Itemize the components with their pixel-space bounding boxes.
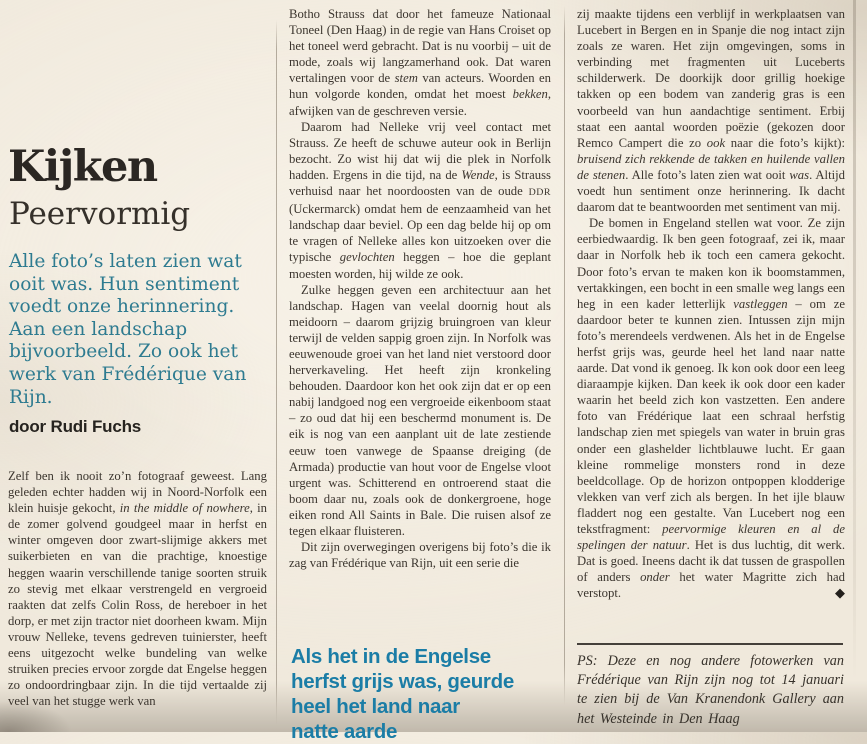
italic-text: bruisend zich rekkende de takken en huilende vallen de stenen xyxy=(577,151,845,182)
article-paragraph xyxy=(8,468,267,709)
italic-text: bekken xyxy=(512,87,548,102)
page-edge-shadow xyxy=(853,0,856,680)
body-text: Zulke heggen geven een architectuur aan het landschap. Hagen van veelal doornig hout als meidoorn – daarom grijzig bruingroen van kleur terwijl de velden sappig groen zijn. In Norfolk was eeuwenoude groei van het land niet verstoord door herverkaveling. Het heeft zijn kronkeling behouden. Daardoor kon het ook zijn dat er op een nabij landgoed nog een vergroeide eikenboom staat – zo oud dat hij een beschermd monument is. De eik is nog van een aanplant uit de late zestiende eeuw toen vanwege de Spaanse dreiging (de Armada) productie van hout voor de Engelse vloot urgent was. Schitterend en ontroerend staat die boom daar nu, zoals ook de donkergroene, hoge eiken rond All Saints in Bale. Die ruisen alsof ze tegen elkaar fluisteren. xyxy=(289,282,551,538)
pull-quote-line: heel het land naar xyxy=(291,695,460,718)
end-of-article-mark: ◆ xyxy=(835,585,845,601)
body-column-2 xyxy=(289,6,551,571)
article-paragraph xyxy=(289,6,551,119)
italic-text: vastleggen xyxy=(733,296,788,311)
article-paragraph xyxy=(289,119,551,282)
body-text: . Het is dus luchtig, dit werk. Dat is goed. Ineens dacht ik dat tussen de graspollen of anders xyxy=(577,538,845,585)
body-text: Botho Strauss dat door het fameuze Nationaal Toneel (Den Haag) in de regie van Hans Croiset op het toneel werd gebracht. Dat is nu voorbij – uit de mode, zoals wij langzamerhand ook. Dat waren vertalingen voor de xyxy=(289,7,551,86)
italic-text: onder xyxy=(640,570,670,585)
postscript-rule xyxy=(577,643,843,645)
body-text: Dit zijn overwegingen overigens bij foto’s die ik zag van Frédérique van Rijn, uit een serie die xyxy=(289,540,551,571)
body-text: – om ze daardoor beter te kunnen zien. Intussen zijn mijn foto’s merendeels verdwenen. Als het in de Engelse herfst grijs was, geurde heel het land naar natte aarde. Dat vond ik genoeg. Ik kon ook door een leeg diaraampje kijken. Dan keek ik ook door een kader waarin het beeld zich kon vastzetten. Een andere foto van Frédérique laat een schraal herfstig landschap zien met spiegels van water in bruin gras onder een glashelder lichtblauwe lucht. Er gaan kleine rommelige monsters rond in deze beeldcollage. Op de horizon ontpoppen klodderige vlekken van verf zich als bergen. In het ijle blauw fladdert nog een gestalte. Van Lucebert nog een tekstfragment: xyxy=(577,296,845,536)
body-text: , afwijken van de geschreven versie. xyxy=(289,87,551,118)
body-text: . Altijd voedt hun sentiment onze herinnering. Ik dacht daarom dat te beantwoorden met sentiment van mij. xyxy=(577,167,845,215)
body-text: . Alle foto’s laten zien wat ooit xyxy=(625,167,790,182)
body-text: heggen – hoe die geplant moesten worden, hij wilde ze ook. xyxy=(289,250,551,281)
article-paragraph xyxy=(289,282,551,540)
pull-quote xyxy=(291,644,553,744)
italic-text: ook xyxy=(706,135,726,150)
italic-text: was xyxy=(789,167,810,182)
body-column-1 xyxy=(8,468,267,709)
article-subtitle: Peervormig xyxy=(9,196,191,232)
article-title: Kijken xyxy=(8,142,157,192)
body-text: Daarom had Nelleke vrij veel contact met Strauss. Ze heeft de schuwe auteur ook in Berlijn bezocht. Zo wist hij dat wij die plek in Norfolk hadden. Ergens in die tijd, na de xyxy=(289,119,551,182)
column-rule-right xyxy=(564,6,565,706)
body-text: , is Strauss verhuisd naar het noordoosten van de oude xyxy=(289,167,551,199)
italic-text: in the middle of nowhere xyxy=(119,501,250,516)
postscript-note: PS: Deze en nog andere fotowerken van Frédérique van Rijn zijn nog tot 14 januari te zien bij de Van Kranendonk Gallery aan het Westeinde in Den Haag xyxy=(577,653,844,727)
body-text: zij maakte tijdens een verblijf in werkplaatsen van Lucebert in Bergen en in Spanje die nog intact zijn zoals ze waren. Het zijn omgevingen, soms in verbinding met fragmenten uit Luceberts schilderwerk. De doorkijk door grillig hoekige takken op een bodem van zanderig gras is een voorbeeld van hun aandachtige sentiment. Erbij staat een aantal woorden poëzie (gekozen door Remco Campert die zo xyxy=(577,7,845,150)
article-standfirst: Alle foto’s laten zien wat ooit was. Hun sentiment voedt onze herinnering. Aan een landschap bijvoorbeeld. Zo ook het werk van Frédérique van Rijn. xyxy=(9,251,247,408)
pull-quote-line: natte aarde xyxy=(291,720,398,743)
article-byline: door Rudi Fuchs xyxy=(9,417,142,436)
pull-quote-line: Als het in de Engelse xyxy=(291,645,491,668)
pull-quote-line: herfst grijs was, geurde xyxy=(291,670,514,693)
body-text: het water Magritte zich had verstopt. xyxy=(577,570,845,601)
italic-text: peervormige kleuren en al de spelingen der natuur xyxy=(577,522,845,553)
body-text: , in de zomer golvend goudgeel maar in herfst en winter omgeven door zwart-slijmige akkers met suikerbieten en van die prachtige, knoestige heggen waarin verschillende tanige soorten struik zo stevig met elkaar verstrengeld en vergroeid raakten dat zelfs Colin Ross, de hereboer in het dorp, er met zijn tractor niet doorheen kwam. Mijn vrouw Nelleke, tevens gedreven tuinierster, heeft eens uitgezocht welke bundeling van welke struiken precies ervoor zorgde dat Engelse heggen zo ondoordringbaar zijn. In die tijd vertaalde zij veel van het stugge werk van xyxy=(8,501,268,709)
body-text: De bomen in Engeland stellen wat voor. Ze zijn eerbiedwaardig. Ik ben geen fotograaf, zei ik, maar daar in Norfolk heb ik toch een camera gekocht. Door foto’s ervan te maken kon ik boomstammen, vertakkingen, een bocht in een smalle weg langs een heg in een kader letterlijk xyxy=(577,216,845,311)
article-last-paragraph xyxy=(577,215,845,601)
body-text: van acteurs. Woorden en hun volgorde konden, omdat het moest xyxy=(289,71,551,102)
body-column-3 xyxy=(577,6,845,601)
body-text: Zelf ben ik nooit zo’n fotograaf geweest. Lang geleden echter hadden wij in Noord-Norfolk een klein huisje gekocht, xyxy=(8,469,267,516)
italic-text: Wende xyxy=(461,167,495,182)
body-text: (Uckermarck) omdat hem de eenzaamheid van het landschap daar beviel. Op een dag belde hij op om te vragen of Nelleke alles kon uitzoeken over die typische xyxy=(289,202,551,265)
article-paragraph xyxy=(289,539,551,571)
italic-text: gevlochten xyxy=(339,250,395,265)
italic-text: stem xyxy=(394,71,418,86)
article-paragraph xyxy=(577,6,845,215)
smallcaps-text: DDR xyxy=(528,187,551,199)
body-text: naar die foto’s kijkt): xyxy=(725,135,845,150)
column-rule-left xyxy=(276,20,277,726)
